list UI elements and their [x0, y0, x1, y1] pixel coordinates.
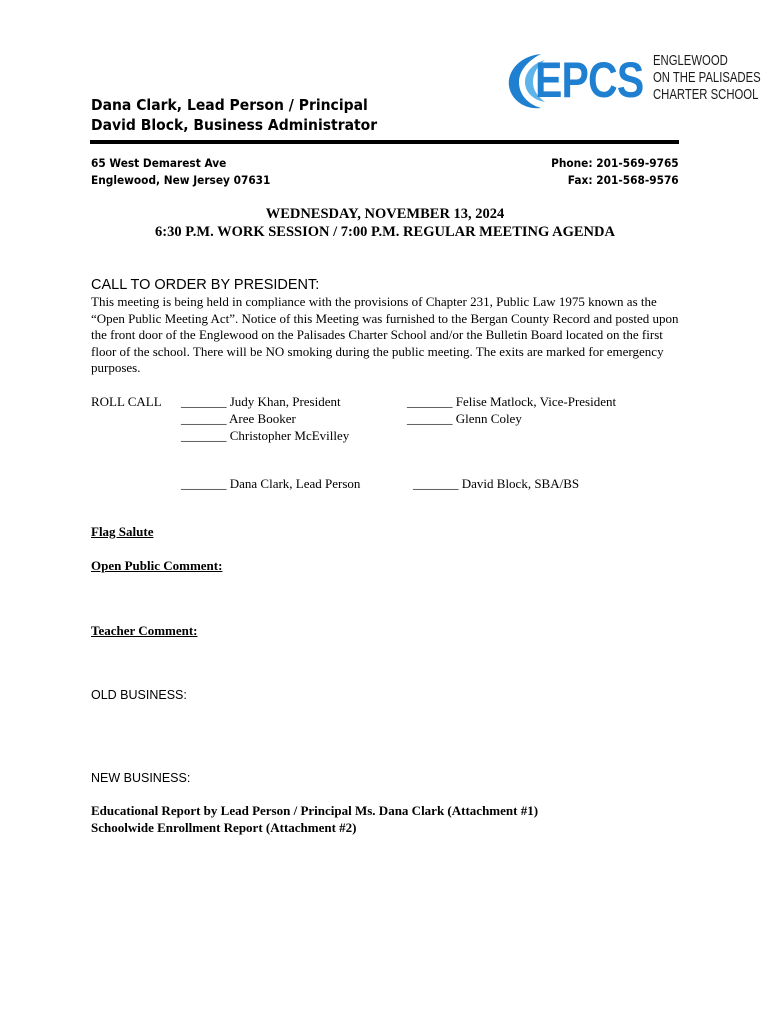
official-business-admin: David Block, Business Administrator	[91, 116, 378, 134]
contact-phone: Phone: 201-569-9765	[551, 156, 679, 170]
old-business-heading: OLD BUSINESS:	[91, 688, 187, 702]
address-block	[91, 155, 270, 189]
roll-call-staff-sba: _______ David Block, SBA/BS	[413, 476, 580, 491]
officials-block	[91, 95, 377, 135]
call-to-order-heading: CALL TO ORDER BY PRESIDENT:	[91, 277, 320, 293]
official-principal: Dana Clark, Lead Person / Principal	[91, 96, 368, 114]
roll-call-entry: _______ Aree Booker	[181, 411, 296, 426]
call-to-order-body: This meeting is being held in compliance with the provisions of Chapter 231, Public Law 1975 known as the “Open Public Meeting Act”. Notice of this Meeting was furnished to the Bergan County Record and posted upon the front door of the Englewood on the Palisades Charter School and/or the Bulletin Board located on the first floor of the school. There will be NO smoking during the public meeting. The exits are marked for emergency purposes.	[91, 294, 679, 375]
meeting-title	[0, 205, 770, 241]
school-logo	[505, 50, 761, 112]
meeting-agenda-line: 6:30 P.M. WORK SESSION / 7:00 P.M. REGULAR MEETING AGENDA	[155, 224, 615, 240]
roll-call-column-1	[181, 393, 349, 444]
logo-school-name	[653, 53, 761, 104]
contact-block	[551, 155, 679, 189]
open-public-comment-heading: Open Public Comment:	[91, 558, 223, 573]
roll-call-entry: _______ Christopher McEvilley	[181, 428, 350, 443]
teacher-comment-heading: Teacher Comment:	[91, 623, 198, 638]
logo-line: CHARTER SCHOOL	[653, 87, 759, 103]
flag-salute-heading: Flag Salute	[91, 524, 154, 539]
reports-list	[91, 802, 538, 836]
report-item: Schoolwide Enrollment Report (Attachment #2)	[91, 820, 357, 835]
address-city: Englewood, New Jersey 07631	[91, 173, 271, 187]
roll-call-label: ROLL CALL	[91, 394, 162, 409]
roll-call-entry: _______ Judy Khan, President	[181, 394, 341, 409]
header-rule	[90, 140, 679, 144]
contact-fax: Fax: 201-568-9576	[568, 173, 679, 187]
new-business-heading: NEW BUSINESS:	[91, 771, 191, 785]
roll-call-entry: _______ Felise Matlock, Vice-President	[407, 394, 617, 409]
meeting-date: WEDNESDAY, NOVEMBER 13, 2024	[265, 206, 505, 222]
roll-call-column-2	[407, 393, 616, 427]
logo-line: ENGLEWOOD	[653, 53, 728, 69]
roll-call-staff-lead: _______ Dana Clark, Lead Person	[181, 476, 361, 491]
logo-letters: EPCS	[535, 52, 644, 108]
roll-call-entry: _______ Glenn Coley	[407, 411, 522, 426]
logo-line: ON THE PALISADES	[653, 70, 761, 86]
report-item: Educational Report by Lead Person / Principal Ms. Dana Clark (Attachment #1)	[91, 803, 539, 818]
address-street: 65 West Demarest Ave	[91, 156, 227, 170]
